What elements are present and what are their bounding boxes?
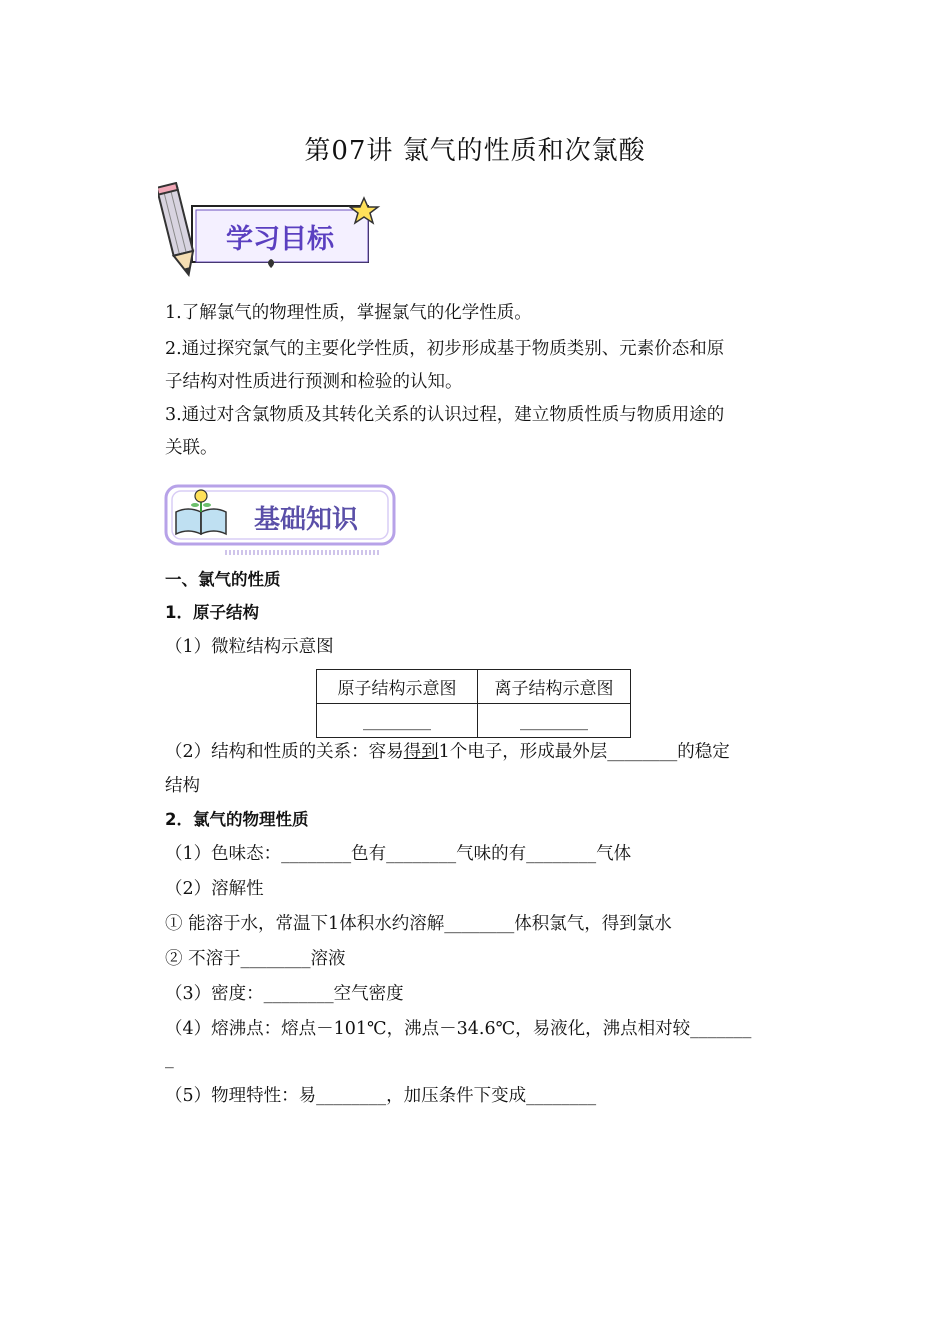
goal-line-2: 2.通过探究氯气的主要化学性质，初步形成基于物质类别、元素价态和原: [165, 339, 725, 359]
goals-badge-text: 学习目标: [226, 224, 334, 255]
table-header-ion: 离子结构示意图: [478, 670, 631, 704]
phys-line-7: _: [165, 1049, 174, 1069]
item-particle-diagram: （1）微粒结构示意图: [165, 637, 334, 657]
item-structure-property-cont: 结构: [165, 776, 200, 796]
learning-goals-badge: [158, 182, 383, 282]
goal-line-1: 1.了解氯气的物理性质，掌握氯气的化学性质。: [165, 303, 532, 323]
pencil-star-icon: [158, 182, 383, 282]
phys-line-1: （1）色味态：________色有________气味的有________气体: [165, 844, 632, 864]
subheading-physical-properties: 2．氯气的物理性质: [165, 810, 309, 829]
goal-line-4: 3.通过对含氯物质及其转化关系的认识过程，建立物质性质与物质用途的: [165, 405, 725, 425]
goal-line-5: 关联。: [165, 438, 218, 458]
goal-line-3: 子结构对性质进行预测和检验的认知。: [165, 372, 463, 392]
table-cell-atom-blank: ________: [317, 704, 478, 738]
subheading-atomic-structure: 1．原子结构: [165, 603, 259, 622]
basic-knowledge-badge: [164, 482, 396, 558]
phys-line-3: ① 能溶于水，常温下1体积水约溶解________体积氯气，得到氯水: [165, 914, 672, 934]
phys-line-2: （2）溶解性: [165, 879, 264, 899]
phys-line-8: （5）物理特性：易________，加压条件下变成________: [165, 1086, 597, 1106]
structure-diagram-table: [316, 669, 631, 738]
section-heading-chlorine: 一、氯气的性质: [165, 570, 281, 589]
phys-line-4: ② 不溶于________溶液: [165, 949, 346, 969]
table-header-atom: 原子结构示意图: [317, 670, 478, 704]
item2-underlined: 得到: [403, 742, 439, 762]
item-structure-property: [165, 740, 730, 764]
item2-text-after: 1个电子，形成最外层________的稳定: [438, 742, 730, 762]
phys-line-5: （3）密度：________空气密度: [165, 984, 404, 1004]
table-cell-ion-blank: ________: [478, 704, 631, 738]
book-lightbulb-icon: [164, 482, 396, 558]
phys-line-6: （4）熔沸点：熔点－101℃，沸点－34.6℃，易液化，沸点相对较_______: [165, 1019, 752, 1039]
page-title: 第07讲 氯气的性质和次氯酸: [304, 136, 646, 166]
knowledge-badge-text: 基础知识: [253, 505, 359, 535]
item2-text-before: （2）结构和性质的关系：容易: [165, 742, 404, 762]
